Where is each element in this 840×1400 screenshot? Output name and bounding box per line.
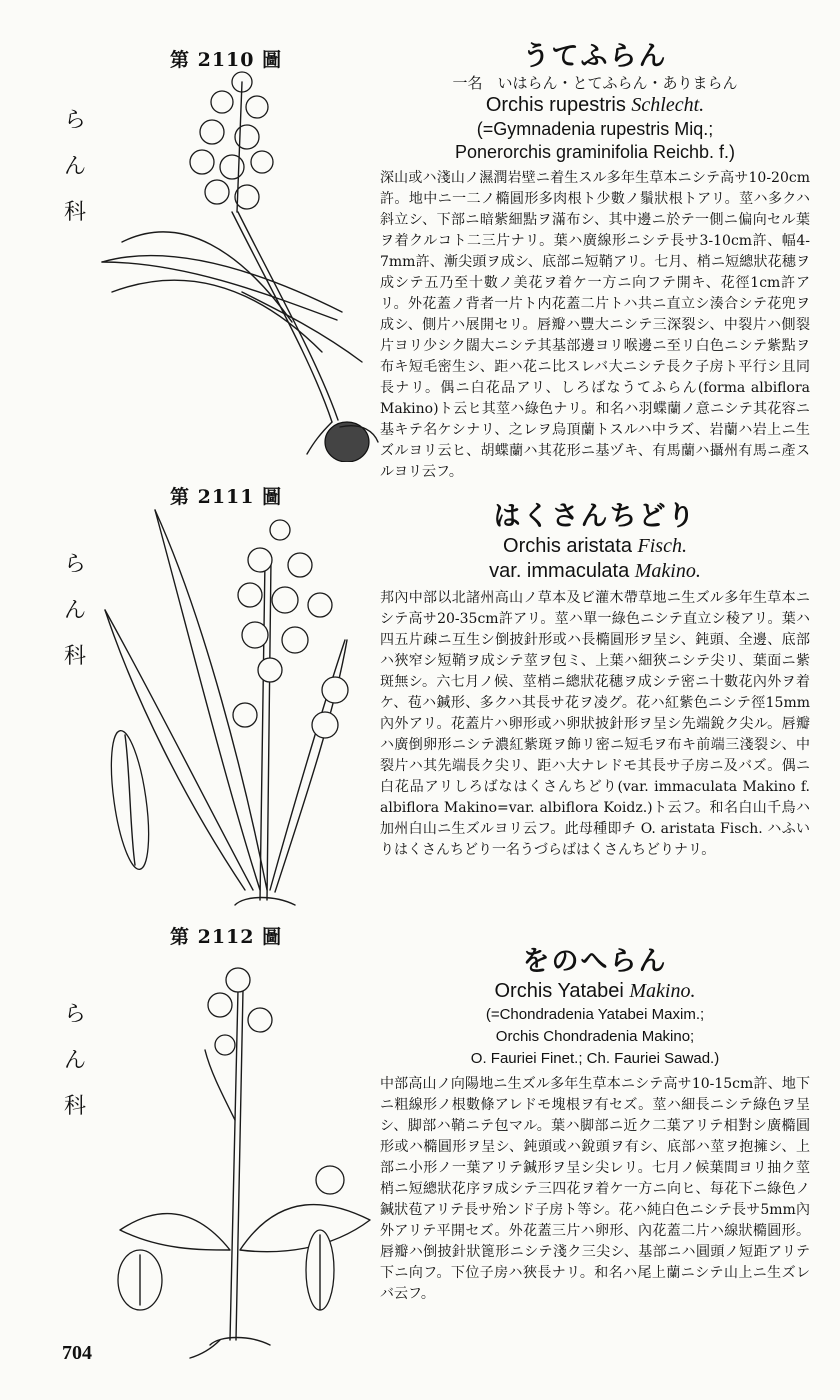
figure-label: 第 2110 圖: [170, 49, 283, 71]
description: 邦內中部以北諸州高山ノ草本及ビ灌木帶草地ニ生ズル多年生草本ニシテ高サ20-35cm許アリ。莖ハ單一綠色ニシテ直立シ稜アリ。葉ハ四五片疎ニ互生シ倒披針形或ハ長橢圓形ヲ呈シ、鈍頭、全邊、底部ハ狹窄シ短鞘ヲ成シテ莖ヲ包ミ、上葉ハ細狹ニシテ尖リ、葉面ニ紫斑無シ。六七月ノ候、莖梢ニ總狀花穗ヲ成シテ密ニ十數花內外ヲ着ケ、苞ハ鍼形、多クハ其長サ花ヲ凌グ。花ハ紅紫色ニシテ徑15mm內外アリ。花蓋片ハ卵形或ハ卵狀披針形ヲ呈シ先端銳ク尖ル。唇瓣ハ廣倒卵形ニシテ濃紅紫斑ヲ飾リ密ニ短毛ヲ布キ前端三淺裂シ、中裂片ハ其先端長ク尖リ、距ハ大ナレドモ其長サ子房ニ及バズ。偶ニ白花品アリしろばなはくさんちどり(var. immaculata Makino f. albiflora Makino=var. albiflora Koidz.)ト云フ。和名白山千鳥ハ加州白山ニ生ズルヨリ云フ。此母種即チ O. aristata Fisch. ハふいりはくさんちどり一名うづらばはくさんちどりナリ。: [380, 590, 810, 858]
scientific-name: Orchis aristata Fisch.: [503, 535, 687, 557]
figure-label: 第 2112 圖: [170, 926, 283, 948]
entry-2111: [0, 470, 840, 920]
synonym: (=Gymnadenia rupestris Miq.;: [476, 119, 714, 139]
variety-name: var. immaculata Makino.: [489, 560, 701, 582]
synonym: O. Fauriei Finet.; Ch. Fauriei Sawad.): [470, 1050, 720, 1067]
entry-text: [380, 945, 810, 1305]
entry-2110: [0, 0, 840, 480]
synonym: Ponerorchis graminifolia Reichb. f.): [454, 142, 736, 162]
plant-illustration: [110, 950, 380, 1360]
synonym: (=Chondradenia Yatabei Maxim.;: [485, 1006, 705, 1023]
entry-text: [380, 500, 810, 861]
japanese-name: をのへらん: [522, 946, 668, 977]
plant-illustration: [92, 62, 382, 462]
page-number: 704: [62, 1342, 92, 1364]
entry-2112: [0, 920, 840, 1350]
figure-label: 第 2111 圖: [170, 486, 283, 508]
synonym: Orchis Chondradenia Makino;: [495, 1028, 695, 1045]
scientific-name: Orchis rupestris Schlecht.: [485, 94, 705, 116]
plant-illustration: [95, 500, 385, 910]
japanese-name: はくさんちどり: [493, 501, 697, 532]
scientific-name: Orchis Yatabei Makino.: [494, 980, 696, 1002]
description: 深山或ハ淺山ノ濕潤岩壁ニ着生スル多年生草本ニシテ高サ10-20cm許。地中ニ一二ノ橢圓形多肉根ト少數ノ鬚狀根トアリ。莖ハ多クハ斜立シ、下部ニ暗紫細點ヲ滿布シ、其中邊ニ於テ一側ニ偏向セル葉ヲ着クルコト二三片ナリ。葉ハ廣線形ニシテ長サ3-10cm許、幅4-7mm許、漸尖頭ヲ成シ、底部ニ短鞘アリ。七月、梢ニ短總狀花穗ヲ成シテ五乃至十數ノ美花ヲ着ケ一方ニ向フテ開キ、花徑1cm許アリ。外花蓋ノ背者一片ト内花蓋二片トハ共ニ直立シ湊合シテ花兜ヲ成シ、側片ハ展開セリ。唇瓣ハ豐大ニシテ三深裂シ、中裂片ハ側裂片ヨリ少シク闊大ニシテ其基部邊ヨリ喉邊ニ至リ白色ニシテ紫點ヲ布キ短毛密生シ、距ハ花ニ比スレバ大ニシテ長ク子房ト平行シ且同長ナリ。偶ニ白花品アリ、しろばなうてふらん(forma albiflora Makino)ト云ヒ其莖ハ綠色ナリ。和名ハ羽蝶蘭ノ意ニシテ其花容ニ基キテ名ケシナリ、之レヲ烏頂蘭トスルハ中ラズ、岩蘭ハ岩上ニ生ズルヨリ云ヒ、胡蝶蘭ハ其花形ニ基ヅキ、有馬蘭ハ攝州有馬ニ產スルヨリ云フ。: [380, 170, 810, 480]
family-label: ら ん 科: [63, 108, 86, 225]
family-label: ら ん 科: [63, 1002, 86, 1119]
japanese-name: うてふらん: [522, 41, 668, 72]
alternate-names: 一名 いはらん・とてふらん・ありまらん: [452, 74, 738, 92]
entry-text: [380, 40, 810, 483]
family-label: ら ん 科: [63, 552, 86, 669]
description: 中部高山ノ向陽地ニ生ズル多年生草本ニシテ高サ10-15cm許、地下ニ粗線形ノ根數條アレドモ塊根ヲ有セズ。莖ハ細長ニシテ綠色ヲ呈シ、脚部ハ鞘ニテ包マル。葉ハ脚部ニ近ク二葉アリテ相對シ廣橢圓形或ハ橢圓形ヲ呈シ、鈍頭或ハ銳頭ヲ有シ、底部ハ莖ヲ抱擁シ、上部ニ小形ノ一葉アリテ鍼形ヲ呈シ尖レリ。七月ノ候葉間ヨリ抽ク莖梢ニ短總狀花序ヲ成シテ三四花ヲ着ケ一方ニ向ヒ、每花下ニ綠色ノ鍼狀苞アリテ長サ殆ンド子房ト等シ。花ハ純白色ニシテ長サ5mm內外アリテ平開セズ。外花蓋三片ハ卵形、內花蓋二片ハ線狀橢圓形。唇瓣ハ倒披針狀篦形ニシテ淺ク三尖シ、基部ニハ圓頭ノ短距アリテ下ニ向フ。下位子房ハ狹長ナリ。和名ハ尾上蘭ニシテ山上ニ生ズレバ云フ。: [380, 1076, 810, 1302]
